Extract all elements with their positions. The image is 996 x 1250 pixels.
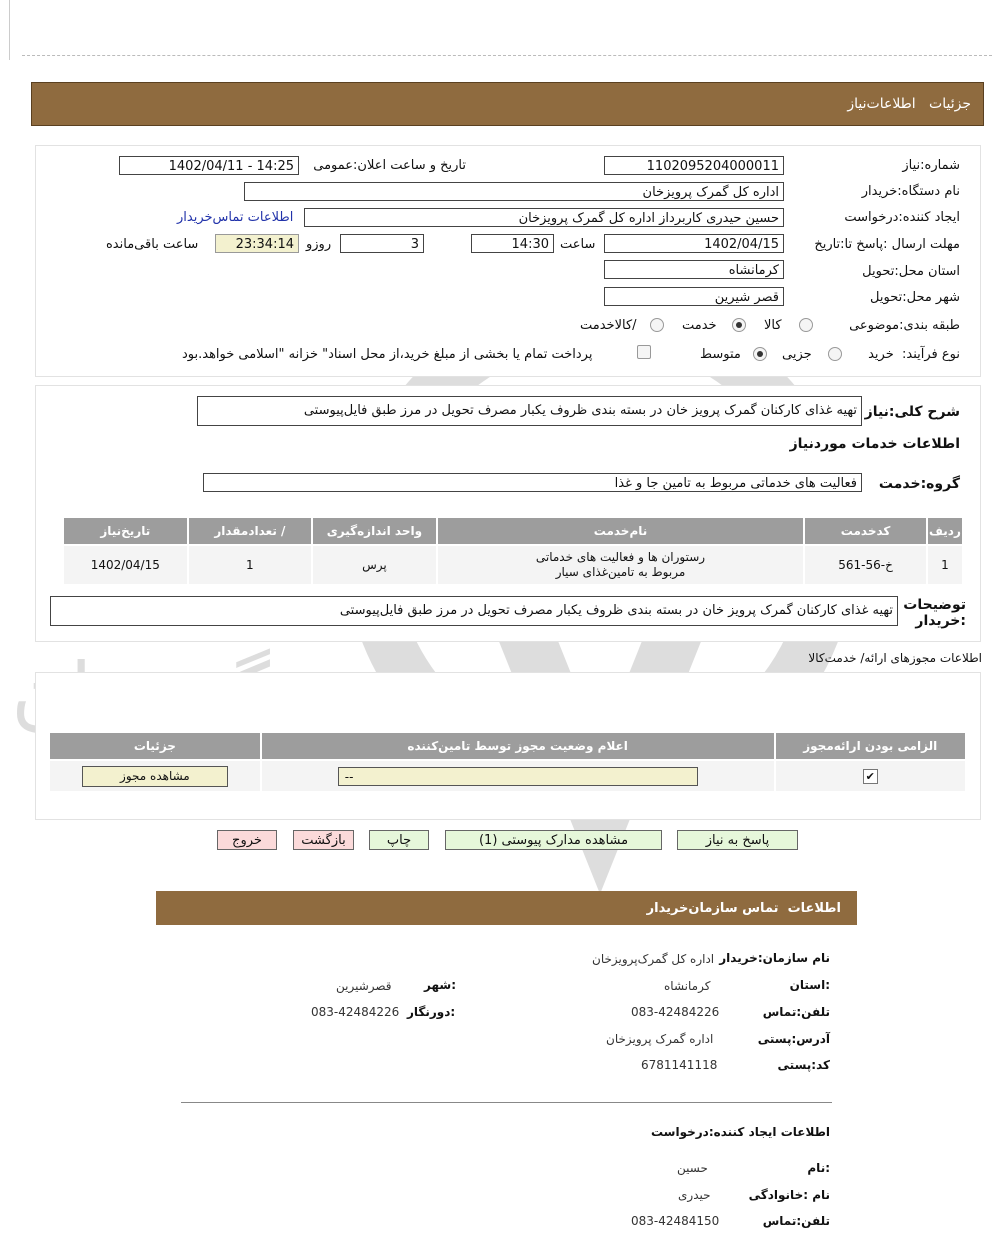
remaining-label: ساعت باقی‌مانده (106, 237, 199, 252)
category-service-label: خدمت (682, 318, 717, 333)
group-label: گروه:خدمت (878, 476, 960, 492)
cell-name-line1: رستوران ها و فعالیت های خدماتی (535, 550, 706, 564)
category-goods-label: کالا (764, 318, 782, 333)
col-name: نام‌خدمت (437, 517, 805, 545)
city-field: قصر شیرین (604, 287, 784, 306)
contact-buyer-link[interactable]: اطلاعات تماس‌خریدار (177, 210, 294, 225)
requester-phone: 083-42484150 (631, 1214, 720, 1228)
process-label: نوع فرآیند: خرید (868, 347, 960, 362)
page-title: جزئیات اطلاعات‌نیاز (847, 96, 971, 112)
need-number-label: شماره:نیاز (902, 158, 960, 173)
deadline-date-field: 1402/04/15 (604, 234, 784, 253)
back-button[interactable]: بازگشت (293, 830, 354, 850)
creator-label: ایجاد کننده:درخواست (844, 210, 960, 225)
services-table (62, 516, 964, 586)
cell-date: 1402/04/15 (63, 545, 188, 585)
col-permit-required: الزامی بودن ارائه‌مجوز (775, 732, 967, 760)
view-permit-button[interactable]: مشاهده مجوز (82, 766, 228, 787)
need-number-field: 1102095204000011 (604, 156, 784, 175)
permits-table-header (49, 732, 966, 760)
reply-button[interactable]: پاسخ به نیاز (677, 830, 798, 850)
contact-city-label: :شهر (424, 978, 456, 992)
summary-field: تهیه غذای کارکنان گمرک پرویز خان در بسته بندی ظروف یکبار مصرف تحویل در مرز طبق فایل‌پیوستی (197, 396, 862, 426)
treasury-payment-note: پرداخت تمام یا بخشی از مبلغ خرید،از محل اسناد" خزانه "اسلامی خواهد.بود (182, 347, 593, 362)
permit-status-field[interactable]: -- (338, 767, 698, 786)
requester-name: حسین (677, 1161, 708, 1175)
group-field: فعالیت های خدماتی مربوط به تامین جا و غذا (203, 473, 862, 492)
contact-fax-label: :دورنگار (407, 1005, 456, 1019)
cell-permit-details (49, 760, 261, 792)
deadline-time-label: ساعت (560, 237, 596, 252)
contact-divider (181, 1102, 832, 1103)
requester-name-label: :نام (807, 1161, 830, 1175)
requester-title: اطلاعات ایجاد کننده:درخواست (650, 1125, 830, 1139)
announce-label: تاریخ و ساعت اعلان:عمومی (313, 158, 466, 173)
buyer-org-field: اداره کل گمرک پرویزخان (244, 182, 784, 201)
table-row (49, 760, 966, 792)
contact-phone-label: تلفن:تماس (762, 1005, 830, 1019)
cell-permit-required (775, 760, 967, 792)
remaining-time-field: 23:34:14 (215, 234, 299, 253)
contact-title: اطلاعات تماس سازمان‌خریدار (646, 901, 841, 916)
col-unit: واحد اندازه‌گیری (312, 517, 437, 545)
col-qty: / تعدادمقدار (188, 517, 313, 545)
cell-code: خ-56-561 (804, 545, 927, 585)
contact-province: کرمانشاه (664, 979, 711, 993)
contact-city: قصرشیرین (336, 979, 392, 993)
days-field: 3 (340, 234, 424, 253)
permits-table (48, 731, 967, 793)
contact-postal: 6781141118 (641, 1058, 718, 1072)
cell-permit-status (261, 760, 775, 792)
deadline-time-field: 14:30 (471, 234, 554, 253)
table-row (63, 545, 963, 585)
treasury-payment-checkbox[interactable] (637, 345, 651, 359)
contact-address-label: آدرس:پستی (757, 1032, 830, 1046)
city-label: شهر محل:تحویل (870, 290, 960, 305)
services-title: اطلاعات خدمات موردنیاز (789, 436, 960, 452)
process-minor-label: جزیی (782, 347, 812, 362)
contact-phone: 083-42484226 (631, 1005, 720, 1019)
permits-title: اطلاعات مجوزهای ارائه/ خدمت‌کالا (808, 651, 982, 665)
announce-field: 1402/04/11 - 14:25 (119, 156, 299, 175)
contact-header (156, 891, 857, 925)
category-label: طبقه بندی:موضوعی (849, 318, 960, 333)
col-permit-status: اعلام وضعیت مجوز توسط تامین‌کننده (261, 732, 775, 760)
buyer-notes-label-1: توضیحات (903, 597, 966, 613)
col-row: ردیف (927, 517, 963, 545)
buyer-org-label: نام دستگاه:خریدار (861, 184, 960, 199)
category-service-radio[interactable] (732, 318, 746, 332)
col-code: کدخدمت (804, 517, 927, 545)
exit-button[interactable]: خروج (217, 830, 277, 850)
requester-family-label: نام :خانوادگی (748, 1188, 830, 1202)
requester-family: حیدری (678, 1188, 711, 1202)
cell-row: 1 (927, 545, 963, 585)
province-field: کرمانشاه (604, 260, 784, 279)
col-date: تاریخ‌نیاز (63, 517, 188, 545)
deadline-label: مهلت ارسال :پاسخ تا:تاریخ (814, 237, 960, 252)
services-table-header (63, 517, 963, 545)
print-button[interactable]: چاپ (369, 830, 429, 850)
contact-address: اداره گمرک پرویزخان (606, 1032, 714, 1046)
cell-name (437, 545, 805, 585)
process-medium-label: متوسط (700, 347, 741, 362)
process-minor-radio[interactable] (828, 347, 842, 361)
process-medium-radio[interactable] (753, 347, 767, 361)
contact-org-label: نام سازمان:خریدار (719, 951, 830, 965)
buyer-notes-label-2: :خریدار (915, 613, 966, 629)
permit-required-checkbox[interactable]: ✔ (863, 769, 878, 784)
cell-unit: پرس (312, 545, 437, 585)
days-label: روزو (306, 237, 332, 252)
category-goods-service-label: /کالاخدمت (580, 318, 637, 333)
page-header (31, 82, 984, 126)
category-goods-service-radio[interactable] (650, 318, 664, 332)
col-permit-details: جزئیات (49, 732, 261, 760)
requester-phone-label: تلفن:تماس (762, 1214, 830, 1228)
cell-name-line2: مربوط به تامین‌غذای سیار (555, 565, 686, 579)
creator-field: حسین حیدری کاربرداز اداره کل گمرک پرویزخان (304, 208, 784, 227)
cell-qty: 1 (188, 545, 313, 585)
contact-fax: 083-42484226 (311, 1005, 400, 1019)
buyer-notes-field: تهیه غذای کارکنان گمرک پرویز خان در بسته بندی ظروف یکبار مصرف تحویل در مرز طبق فایل‌پیوستی (50, 596, 898, 626)
contact-postal-label: کد:پستی (777, 1058, 830, 1072)
province-label: استان محل:تحویل (862, 264, 960, 279)
view-documents-button[interactable]: مشاهده مدارک پیوستی (1) (445, 830, 662, 850)
category-goods-radio[interactable] (799, 318, 813, 332)
contact-province-label: :استان (789, 978, 830, 992)
need-info-panel (35, 145, 981, 377)
summary-label: شرح کلی:نیاز (864, 404, 960, 420)
contact-org: اداره کل گمرک‌پرویزخان (592, 952, 715, 966)
